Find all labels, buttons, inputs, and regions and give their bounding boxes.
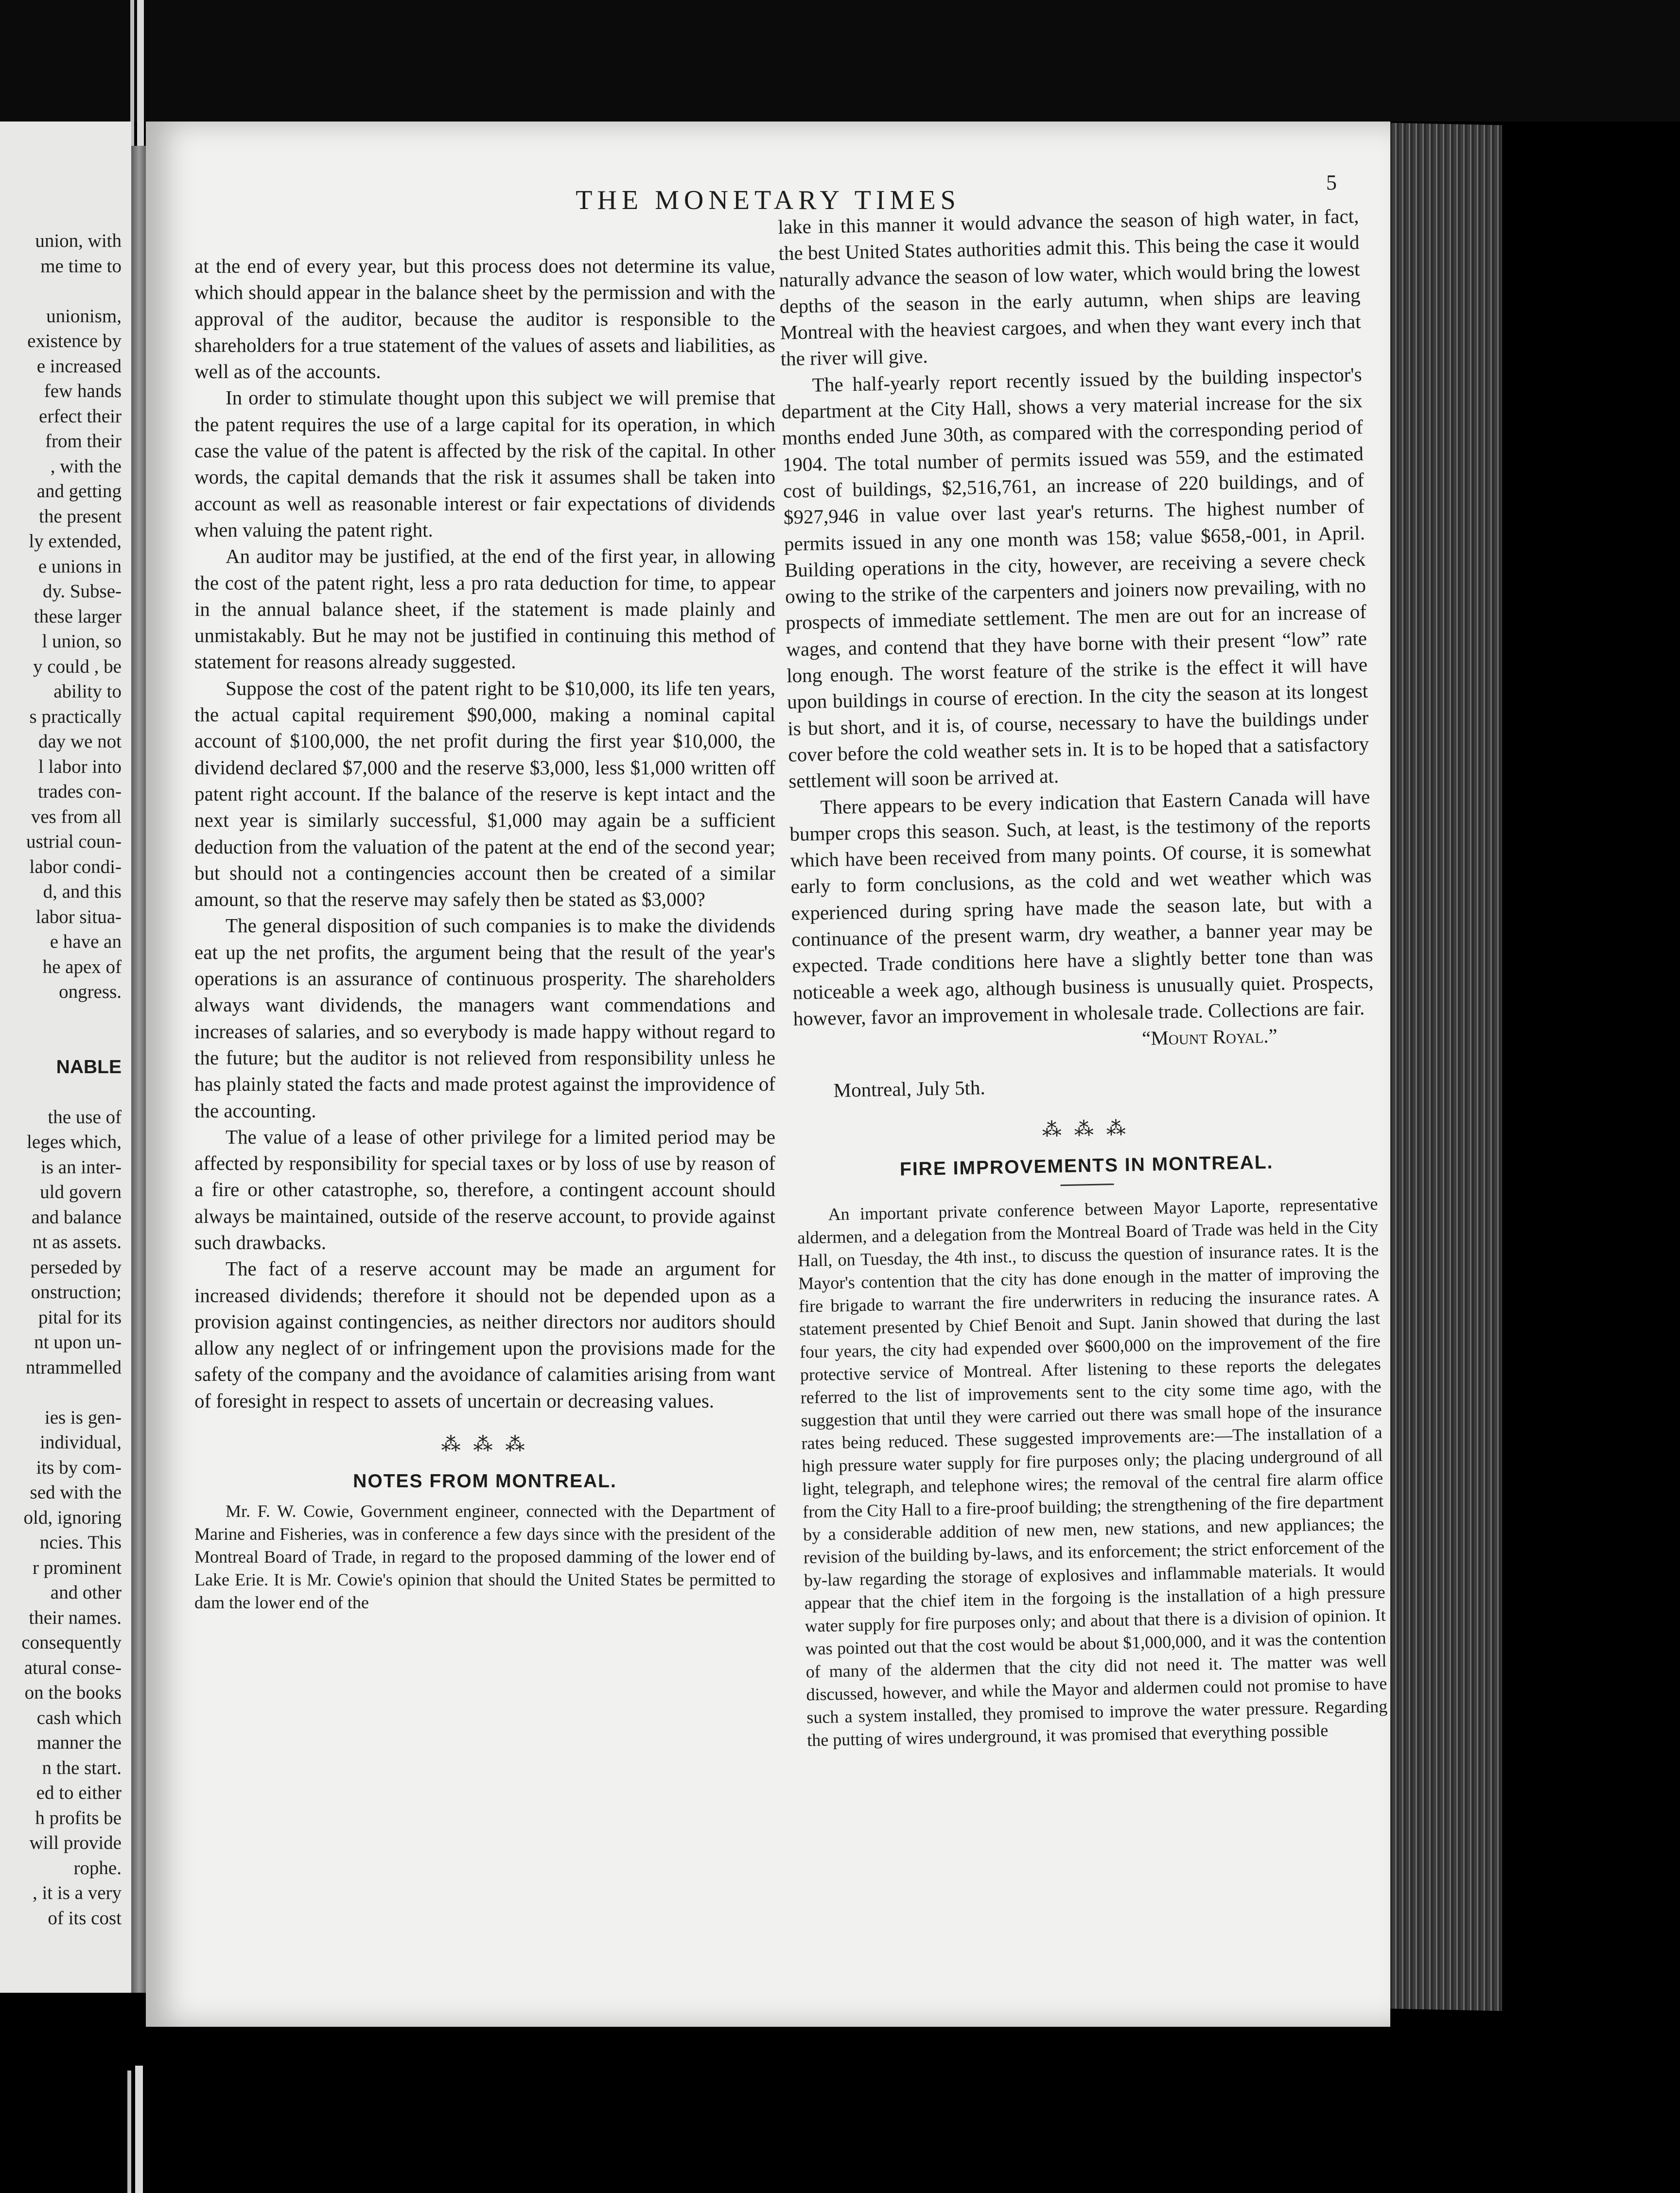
article-paragraph: The general disposition of such companies is to make the dividends eat up the net profits, the argument being that the result of the year's operations is an assurance of continuous prosperity. The shareholders always want dividends, the managers want commendations and increases of salaries, and so everybody is made happy without regard to the future; but the auditor is not relieved from responsibility unless he has plainly stated the facts and made protest against the improvidence of the accounting. bbox=[194, 914, 775, 1122]
left-fragment-line: the use of bbox=[48, 1106, 122, 1128]
left-fragment-line: nt upon un- bbox=[34, 1332, 122, 1353]
article-paragraph: Mr. F. W. Cowie, Government engineer, connected with the Department of Marine and Fisheries, was in conference a few days since with the president of the Montreal Board of Trade, in regard to the proposed damming of the lower end of Lake Erie. It is Mr. Cowie's opinion that should the United States be permitted to dam the lower end of the bbox=[194, 1501, 775, 1612]
left-fragment-line: r prominent bbox=[32, 1557, 122, 1578]
left-fragment-line: NABLE bbox=[56, 1056, 122, 1078]
left-fragment-line: day we not bbox=[38, 731, 122, 752]
left-fragment-line: on the books bbox=[24, 1682, 122, 1703]
left-fragment-line: e unions in bbox=[38, 556, 122, 577]
left-column bbox=[194, 253, 775, 1614]
left-fragment-line: and getting bbox=[36, 481, 122, 502]
left-fragment-line: me time to bbox=[40, 255, 122, 277]
left-fragment-line: ncies. This bbox=[39, 1532, 122, 1553]
left-fragment-line: their names. bbox=[29, 1607, 122, 1628]
left-fragment-line: ability to bbox=[53, 681, 122, 702]
left-fragment-line: few hands bbox=[44, 381, 122, 401]
article-paragraph: In order to stimulate thought upon this subject we will premise that the patent requires the use of a large capital for its operation, in which case the value of the patent is affected by the risk of the capital. In other words, the capital demands that the risk it assumes shall be taken into account as well as reasonable interest or fair expectations of dividends when valuing the patent right. bbox=[194, 386, 775, 541]
left-fragment-line: y could , be bbox=[33, 656, 122, 677]
left-fragment-line: and balance bbox=[31, 1206, 122, 1228]
left-fragment-line: h profits be bbox=[35, 1807, 122, 1828]
left-fragment-line: union, with bbox=[35, 230, 122, 251]
left-fragment-line: is an inter- bbox=[41, 1156, 122, 1178]
left-fragment-line: labor condi- bbox=[29, 856, 122, 877]
left-fragment-line: individual, bbox=[40, 1432, 122, 1453]
left-fragment-line: manner the bbox=[36, 1732, 122, 1753]
article-paragraph: There appears to be every indication that Eastern Canada will have bumper crops this season. Such, at least, is the testimony of the reports which have been received from many points. Of course, it is somewhat early to form conclusions, as the cold and wet weather which was experienced during spring have made the season late, but with a continuance of the present warm, dry weather, a banner year may be expected. Trade conditions here have a slightly better tone than was noticeable a week ago, although business is unusually quiet. Prospects, however, favor an improvement in wholesale trade. Collections are fair. bbox=[789, 785, 1374, 1030]
left-fragment-line: dy. Subse- bbox=[42, 581, 122, 602]
left-fragment-line: nt as assets. bbox=[32, 1232, 122, 1253]
left-fragment-line: will provide bbox=[29, 1832, 122, 1853]
left-fragment-line: trades con- bbox=[37, 781, 122, 802]
left-fragment-line: existence by bbox=[27, 331, 122, 351]
left-fragment-line: ies is gen- bbox=[44, 1407, 122, 1428]
right-column bbox=[778, 203, 1388, 1752]
left-fragment-line: ntrammelled bbox=[25, 1357, 122, 1378]
left-page-fragment bbox=[0, 122, 131, 1993]
article-paragraph: at the end of every year, but this process does not determine its value, which should appear in the balance sheet by the permission and with the approval of the auditor, because the auditor is responsible to the shareholders for a true statement of the values of assets and liabilities, as well as of the accounts. bbox=[194, 255, 775, 383]
section-title-fire-improvements: FIRE IMPROVEMENTS IN MONTREAL. bbox=[899, 1151, 1274, 1180]
left-fragment-line: its by com- bbox=[36, 1457, 122, 1478]
dateline: Montreal, July 5th. bbox=[833, 1076, 986, 1101]
article-paragraph: The fact of a reserve account may be made an argument for increased dividends; therefore it should not be depended upon as a provision against contingencies, as neither directors nor auditors should allow any neglect of or infringement upon the provisions made for the safety of the company and the avoidance of calamities arising from want of foresight in respect to assets of uncertain or decreasing values. bbox=[194, 1257, 775, 1412]
section-title-notes-from-montreal: NOTES FROM MONTREAL. bbox=[353, 1471, 617, 1492]
film-sprocket-top bbox=[137, 0, 144, 151]
left-fragment-line: ed to either bbox=[36, 1782, 122, 1803]
left-fragment-line: the present bbox=[38, 505, 122, 527]
left-fragment-line: labor situa- bbox=[35, 906, 122, 927]
left-fragment-line: consequently bbox=[21, 1632, 122, 1653]
left-fragment-line: he apex of bbox=[42, 956, 122, 977]
page-number: 5 bbox=[1326, 171, 1337, 194]
left-fragment-line: perseded by bbox=[30, 1256, 122, 1278]
left-fragment-line: ustrial coun- bbox=[26, 831, 122, 852]
left-fragment-line: unionism, bbox=[46, 305, 122, 327]
left-fragment-line: from their bbox=[45, 431, 122, 452]
film-sprocket-bottom bbox=[135, 2066, 143, 2193]
left-fragment-line: n the start. bbox=[42, 1757, 122, 1778]
left-fragment-line: , it is a very bbox=[32, 1882, 122, 1903]
left-fragment-line: l labor into bbox=[38, 756, 122, 777]
film-sprocket-bottom-2 bbox=[127, 2071, 131, 2193]
left-fragment-line: e have an bbox=[50, 931, 122, 952]
left-fragment-line: s practically bbox=[29, 706, 122, 727]
left-fragment-line: d, and this bbox=[43, 881, 122, 902]
section-divider-stars: ⁂ ⁂ ⁂ bbox=[1042, 1117, 1130, 1141]
left-fragment-line: sed with the bbox=[30, 1482, 122, 1503]
page-header-title: THE MONETARY TIMES bbox=[576, 185, 961, 215]
left-fragment-line: onstruction; bbox=[31, 1282, 122, 1303]
left-fragment-line: ongress. bbox=[59, 981, 122, 1002]
left-fragment-line: old, ignoring bbox=[23, 1507, 122, 1528]
left-fragment-line: , with the bbox=[50, 455, 122, 477]
article-paragraph: The value of a lease of other privilege for a limited period may be affected by responsibility for special taxes or by loss of use by reason of a fire or other catastrophe, so, therefore, a contingent account should always be maintained, outside of the reserve account, to provide against such drawbacks. bbox=[194, 1125, 775, 1253]
left-fragment-line: erfect their bbox=[39, 405, 122, 427]
left-fragment-line: atural conse- bbox=[24, 1657, 122, 1678]
left-fragment-line: uld govern bbox=[40, 1182, 122, 1202]
left-fragment-line: leges which, bbox=[27, 1131, 122, 1152]
section-divider-stars: ⁂ ⁂ ⁂ bbox=[441, 1433, 529, 1456]
film-border-top bbox=[0, 0, 1680, 122]
article-paragraph: lake in this manner it would advance the season of high water, in fact, the best United States authorities admit this. This being the case it would naturally advance the season of low water, which would bring the lowest depths of the season in the early autumn, when ships are leaving Montreal with the heaviest cargoes, and when they want every inch that the river will give. bbox=[778, 205, 1361, 370]
left-fragment-line: cash which bbox=[36, 1707, 122, 1728]
title-rule bbox=[1060, 1184, 1114, 1186]
left-fragment-line: l union, so bbox=[42, 631, 122, 652]
left-fragment-line: and other bbox=[50, 1582, 122, 1603]
book-page-edges bbox=[1385, 122, 1502, 2011]
left-fragment-line: ves from all bbox=[31, 806, 122, 827]
newspaper-page bbox=[146, 122, 1390, 2027]
left-fragment-line: e increased bbox=[36, 355, 122, 377]
left-fragment-line: ly extended, bbox=[29, 531, 122, 552]
left-fragment-line: these larger bbox=[34, 606, 122, 627]
left-fragment-line: pital for its bbox=[38, 1306, 122, 1328]
signature: “Mount Royal.” bbox=[1141, 1024, 1278, 1050]
left-fragment-line: rophe. bbox=[73, 1857, 122, 1879]
article-paragraph: Suppose the cost of the patent right to be $10,000, its life ten years, the actual capital requirement $90,000, making a nominal capital account of $100,000, the net profit during the first year $10,000, the dividend declared $7,000 and the reserve $3,000, less $1,000 written off patent right account. If the balance of the reserve is kept intact and the next year is similarly successful, $1,000 may again be a sufficient deduction from the valuation of the patent at the end of the second year; but should not a contingencies account then be created of a similar amount, so that the reserve may safely then be stated as $3,000? bbox=[194, 677, 775, 911]
article-paragraph: An important private conference between Mayor Laporte, representative aldermen, and a delegation from the Montreal Board of Trade was held in the City Hall, on Tuesday, the 4th inst., to discuss the question of insurance rates. It is the Mayor's contention that the city has done enough in the matter of improving the fire brigade to warrant the fire underwriters in reducing the insurance rates. A statement presented by Chief Benoit and Supt. Janin showed that during the last four years, the city had expended over $600,000 on the improvement of the fire protective service of Montreal. After listening to these reports the delegates referred to the list of improvements sent to the city some time ago, with the suggestion that until they were carried out there was small hope of the insurance rates being reduced. These suggested improvements are:—The installation of a high pressure water supply for fire purposes only; the placing underground of all light, telegraph, and telephone wires; the removal of the central fire alarm office from the City Hall to a fire-proof building; the strengthening of the fire department by a considerable addition of new men, new stations, and new appliances; the revision of the building by-laws, and its enforcement; the strict enforcement of the by-law regarding the storage of explosives and inflammable materials. It would appear that the chief item in the forgoing is the installation of a high pressure water supply for fire purposes only; and about that there is a division of opinion. It was pointed out that the cost would be about $1,000,000, and it was the contention of many of the aldermen that the city did not need it. The matter was well discussed, however, and while the Mayor and aldermen could not promise to have such a system installed, they promised to improve the water pressure. Regarding the putting of wires underground, it was promised that everything possible bbox=[797, 1194, 1388, 1750]
article-paragraph: The half-yearly report recently issued by the building inspector's department at the City Hall, shows a very material increase for the six months ended June 30th, as compared with the corresponding period of 1904. The total number of permits issued was 559, and the estimated cost of buildings, $2,516,761, an increase of 220 buildings, and of $927,946 in value over last year's returns. The highest number of permits issued in any one month was 158; value $658,-001, in April. Building operations in the city, however, are receiving a severe check owing to the strike of the carpenters and joiners now prevailing, with no prospects of immediate settlement. The men are out for an increase of wages, and contend that they have borne with their present “low” rate long enough. The worst feature of the strike is the effect it will have upon buildings in course of erection. In the city the season at its longest is but short, and it is, of course, necessary to have the buildings under cover before the cold weather sets in. It is to be hoped that a satisfactory settlement will soon be arrived at. bbox=[781, 363, 1369, 793]
article-paragraph: An auditor may be justified, at the end of the first year, in allowing the cost of the patent right, less a pro rata deduction for time, to appear in the annual balance sheet, if the statement is made plainly and unmistakably. But he may not be justified in continuing this method of statement for reasons already suggested. bbox=[194, 545, 775, 673]
left-fragment-line: of its cost bbox=[48, 1907, 122, 1929]
